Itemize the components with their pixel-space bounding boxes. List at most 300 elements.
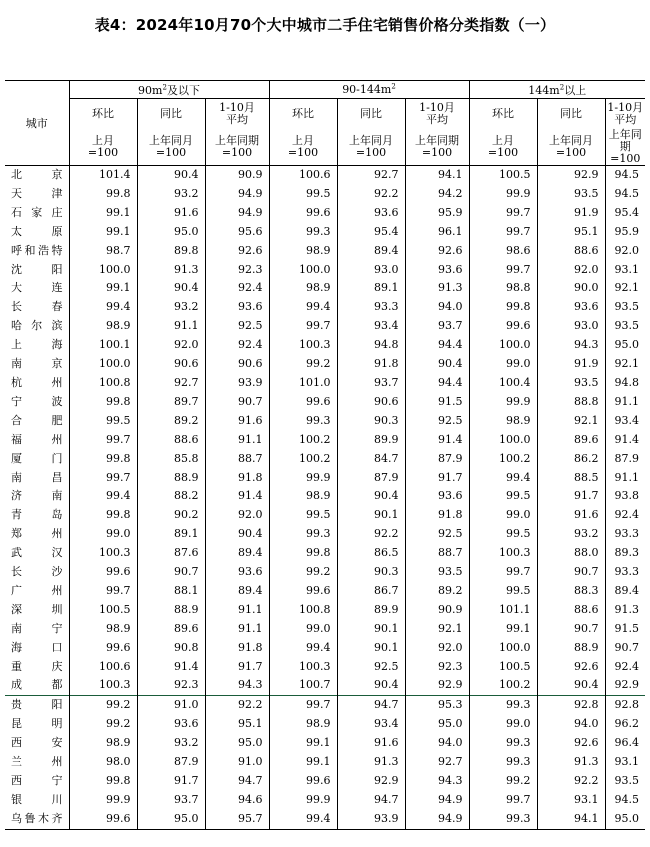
base-header: 上月 =100 <box>469 129 537 166</box>
table-row <box>5 469 645 488</box>
city-header: 城市 <box>5 81 69 166</box>
index-value: 91.8 <box>337 355 405 374</box>
index-value: 98.9 <box>69 317 137 336</box>
index-value: 99.1 <box>69 279 137 298</box>
index-value: 87.9 <box>605 450 645 469</box>
index-value: 91.3 <box>405 279 469 298</box>
index-value: 91.4 <box>205 487 269 506</box>
index-value: 99.9 <box>269 791 337 810</box>
index-value: 99.7 <box>69 431 137 450</box>
index-value: 100.2 <box>269 450 337 469</box>
index-value: 91.8 <box>205 639 269 658</box>
index-value: 91.3 <box>605 601 645 620</box>
base-header: 上年同期 =100 <box>205 129 269 166</box>
index-value: 100.2 <box>469 450 537 469</box>
index-value: 88.0 <box>537 544 605 563</box>
index-value: 88.6 <box>537 601 605 620</box>
base-header: 上年同月 =100 <box>137 129 205 166</box>
index-value: 93.6 <box>537 298 605 317</box>
index-value: 98.0 <box>69 753 137 772</box>
index-value: 99.3 <box>469 734 537 753</box>
index-value: 98.9 <box>269 715 337 734</box>
index-value: 88.9 <box>137 601 205 620</box>
index-value: 90.4 <box>337 487 405 506</box>
index-value: 92.2 <box>337 525 405 544</box>
index-value: 94.5 <box>605 791 645 810</box>
index-value: 92.0 <box>205 506 269 525</box>
base-header: 上年同月 =100 <box>537 129 605 166</box>
table-row <box>5 336 645 355</box>
index-value: 91.9 <box>537 355 605 374</box>
table-row <box>5 261 645 280</box>
city-name: 深圳 <box>11 602 63 616</box>
index-value: 95.3 <box>405 696 469 715</box>
index-value: 99.6 <box>69 563 137 582</box>
index-value: 100.7 <box>269 676 337 695</box>
index-value: 90.3 <box>337 412 405 431</box>
sub-header: 1-10月 平均 <box>205 99 269 130</box>
index-value: 93.5 <box>537 185 605 204</box>
index-value: 99.2 <box>69 696 137 715</box>
index-value: 95.0 <box>405 715 469 734</box>
index-value: 94.8 <box>605 374 645 393</box>
index-value: 99.0 <box>269 620 337 639</box>
city-name: 上海 <box>11 338 63 352</box>
sub-header: 环比 <box>269 99 337 130</box>
index-value: 94.9 <box>205 185 269 204</box>
city-name: 南昌 <box>11 470 63 484</box>
index-value: 94.5 <box>605 185 645 204</box>
index-value: 90.4 <box>137 166 205 185</box>
index-value: 89.4 <box>337 242 405 261</box>
index-value: 92.4 <box>605 658 645 677</box>
sub-header: 同比 <box>137 99 205 130</box>
index-value: 99.6 <box>69 810 137 829</box>
index-value: 99.7 <box>269 317 337 336</box>
index-value: 88.8 <box>537 393 605 412</box>
index-value: 99.4 <box>269 810 337 829</box>
table-row <box>5 204 645 223</box>
base-header: 上年同期 =100 <box>605 129 645 166</box>
index-value: 86.7 <box>337 582 405 601</box>
index-value: 99.7 <box>269 696 337 715</box>
index-value: 93.9 <box>337 810 405 829</box>
index-value: 91.1 <box>205 601 269 620</box>
table-row <box>5 582 645 601</box>
index-value: 98.9 <box>469 412 537 431</box>
index-value: 89.2 <box>405 582 469 601</box>
index-value: 92.0 <box>137 336 205 355</box>
index-value: 98.9 <box>69 734 137 753</box>
city-name: 成都 <box>11 678 63 692</box>
city-name: 合肥 <box>11 413 63 427</box>
index-value: 99.7 <box>69 582 137 601</box>
index-value: 93.5 <box>605 298 645 317</box>
index-value: 92.1 <box>405 620 469 639</box>
city-name: 银川 <box>11 792 63 806</box>
index-value: 95.4 <box>337 223 405 242</box>
index-value: 93.5 <box>537 374 605 393</box>
index-value: 94.7 <box>337 791 405 810</box>
index-value: 95.1 <box>205 715 269 734</box>
index-value: 100.0 <box>69 261 137 280</box>
index-value: 93.2 <box>137 185 205 204</box>
index-value: 93.6 <box>405 487 469 506</box>
index-value: 91.1 <box>605 393 645 412</box>
index-value: 99.8 <box>69 393 137 412</box>
index-value: 92.1 <box>537 412 605 431</box>
index-value: 91.3 <box>337 753 405 772</box>
index-value: 90.1 <box>337 639 405 658</box>
index-value: 93.6 <box>405 261 469 280</box>
index-value: 93.1 <box>605 753 645 772</box>
sub-header: 环比 <box>469 99 537 130</box>
city-name: 南京 <box>11 357 63 371</box>
index-value: 88.3 <box>537 582 605 601</box>
index-value: 91.7 <box>537 487 605 506</box>
city-name: 杭州 <box>11 375 63 389</box>
index-value: 99.3 <box>269 412 337 431</box>
index-value: 100.0 <box>269 261 337 280</box>
index-value: 92.1 <box>605 279 645 298</box>
index-value: 98.8 <box>469 279 537 298</box>
index-value: 90.4 <box>537 676 605 695</box>
sub-header: 环比 <box>69 99 137 130</box>
index-value: 88.5 <box>537 469 605 488</box>
index-value: 92.4 <box>205 336 269 355</box>
index-value: 93.8 <box>605 487 645 506</box>
index-value: 100.6 <box>269 166 337 185</box>
index-value: 99.7 <box>69 469 137 488</box>
index-value: 98.9 <box>269 487 337 506</box>
index-value: 90.1 <box>337 620 405 639</box>
table-row <box>5 715 645 734</box>
index-value: 94.9 <box>205 204 269 223</box>
index-value: 99.3 <box>269 525 337 544</box>
index-value: 90.7 <box>205 393 269 412</box>
index-value: 92.7 <box>337 166 405 185</box>
index-value: 85.8 <box>137 450 205 469</box>
index-value: 90.3 <box>337 563 405 582</box>
base-header: 上年同月 =100 <box>337 129 405 166</box>
index-value: 90.4 <box>405 355 469 374</box>
index-value: 100.3 <box>269 658 337 677</box>
index-value: 89.4 <box>205 582 269 601</box>
index-value: 93.5 <box>605 772 645 791</box>
index-value: 99.0 <box>469 506 537 525</box>
index-value: 99.4 <box>469 469 537 488</box>
index-value: 91.1 <box>205 431 269 450</box>
index-value: 94.5 <box>605 166 645 185</box>
index-value: 91.0 <box>137 696 205 715</box>
index-value: 100.5 <box>469 658 537 677</box>
city-name: 南宁 <box>11 621 63 635</box>
index-value: 99.4 <box>69 487 137 506</box>
index-value: 91.6 <box>137 204 205 223</box>
index-value: 93.3 <box>337 298 405 317</box>
index-value: 90.4 <box>337 676 405 695</box>
table-row <box>5 412 645 431</box>
city-name: 武汉 <box>11 546 63 560</box>
index-value: 93.3 <box>605 525 645 544</box>
index-value: 92.7 <box>405 753 469 772</box>
index-value: 99.3 <box>469 810 537 829</box>
index-value: 99.4 <box>69 298 137 317</box>
table-row <box>5 696 645 715</box>
index-value: 94.7 <box>337 696 405 715</box>
index-value: 91.5 <box>405 393 469 412</box>
index-value: 91.3 <box>137 261 205 280</box>
index-value: 94.9 <box>405 810 469 829</box>
index-value: 91.3 <box>537 753 605 772</box>
index-value: 93.9 <box>205 374 269 393</box>
index-value: 90.2 <box>137 506 205 525</box>
index-value: 94.1 <box>405 166 469 185</box>
index-value: 98.9 <box>269 242 337 261</box>
index-value: 92.9 <box>337 772 405 791</box>
index-value: 92.3 <box>405 658 469 677</box>
index-value: 100.3 <box>469 544 537 563</box>
table-row <box>5 506 645 525</box>
index-value: 94.3 <box>537 336 605 355</box>
index-value: 92.4 <box>605 506 645 525</box>
index-value: 99.4 <box>269 298 337 317</box>
index-value: 95.0 <box>205 734 269 753</box>
sub-header: 1-10月 平均 <box>405 99 469 130</box>
index-value: 96.4 <box>605 734 645 753</box>
index-value: 98.6 <box>469 242 537 261</box>
table-row <box>5 753 645 772</box>
index-value: 90.9 <box>205 166 269 185</box>
index-value: 89.6 <box>537 431 605 450</box>
city-name: 海口 <box>11 640 63 654</box>
index-value: 95.7 <box>205 810 269 829</box>
index-value: 92.6 <box>405 242 469 261</box>
index-value: 91.8 <box>405 506 469 525</box>
index-value: 90.6 <box>205 355 269 374</box>
index-value: 93.3 <box>605 563 645 582</box>
index-value: 99.7 <box>469 563 537 582</box>
index-value: 89.3 <box>605 544 645 563</box>
index-value: 100.5 <box>69 601 137 620</box>
index-value: 90.0 <box>537 279 605 298</box>
index-value: 92.2 <box>337 185 405 204</box>
index-value: 99.5 <box>469 525 537 544</box>
index-value: 90.7 <box>537 620 605 639</box>
index-value: 92.7 <box>137 374 205 393</box>
index-value: 99.6 <box>269 582 337 601</box>
index-value: 99.5 <box>469 582 537 601</box>
index-value: 88.2 <box>137 487 205 506</box>
index-value: 91.1 <box>137 317 205 336</box>
city-name: 天津 <box>11 186 63 200</box>
index-value: 88.9 <box>137 469 205 488</box>
index-value: 99.0 <box>469 715 537 734</box>
index-value: 93.2 <box>137 734 205 753</box>
index-value: 91.4 <box>605 431 645 450</box>
index-value: 87.6 <box>137 544 205 563</box>
index-value: 86.2 <box>537 450 605 469</box>
index-value: 92.5 <box>405 412 469 431</box>
index-value: 99.4 <box>269 639 337 658</box>
sub-header: 同比 <box>537 99 605 130</box>
index-value: 93.5 <box>605 317 645 336</box>
index-value: 100.6 <box>69 658 137 677</box>
index-value: 89.2 <box>137 412 205 431</box>
index-value: 93.2 <box>137 298 205 317</box>
index-value: 88.7 <box>405 544 469 563</box>
index-value: 99.0 <box>469 355 537 374</box>
index-value: 98.7 <box>69 242 137 261</box>
table-row <box>5 601 645 620</box>
index-value: 94.4 <box>405 374 469 393</box>
index-value: 88.7 <box>205 450 269 469</box>
index-value: 94.0 <box>405 734 469 753</box>
index-value: 99.9 <box>269 469 337 488</box>
index-value: 92.3 <box>137 676 205 695</box>
table-row <box>5 810 645 829</box>
index-value: 99.2 <box>269 355 337 374</box>
index-value: 91.1 <box>205 620 269 639</box>
index-value: 100.0 <box>469 431 537 450</box>
table-row <box>5 563 645 582</box>
index-value: 95.0 <box>605 336 645 355</box>
index-value: 92.5 <box>337 658 405 677</box>
index-value: 99.3 <box>469 696 537 715</box>
city-name: 长沙 <box>11 565 63 579</box>
table-row <box>5 791 645 810</box>
index-value: 89.1 <box>137 525 205 544</box>
table-row <box>5 166 645 185</box>
index-value: 100.3 <box>69 544 137 563</box>
city-name: 呼和浩特 <box>11 243 63 257</box>
index-value: 90.7 <box>605 639 645 658</box>
index-value: 91.7 <box>405 469 469 488</box>
index-value: 90.1 <box>337 506 405 525</box>
index-value: 99.3 <box>469 753 537 772</box>
table-row <box>5 393 645 412</box>
index-value: 93.7 <box>137 791 205 810</box>
index-value: 94.9 <box>405 791 469 810</box>
index-value: 91.4 <box>137 658 205 677</box>
index-value: 99.6 <box>269 393 337 412</box>
index-value: 89.4 <box>605 582 645 601</box>
index-value: 94.8 <box>337 336 405 355</box>
index-value: 100.5 <box>469 166 537 185</box>
index-value: 94.7 <box>205 772 269 791</box>
table-row <box>5 431 645 450</box>
table-row <box>5 279 645 298</box>
index-value: 93.6 <box>337 204 405 223</box>
index-value: 88.6 <box>537 242 605 261</box>
index-value: 99.6 <box>469 317 537 336</box>
index-value: 99.7 <box>469 223 537 242</box>
index-value: 88.6 <box>137 431 205 450</box>
index-value: 92.5 <box>405 525 469 544</box>
index-value: 99.9 <box>69 791 137 810</box>
table-row <box>5 525 645 544</box>
index-value: 90.4 <box>205 525 269 544</box>
index-value: 90.4 <box>137 279 205 298</box>
city-name: 长春 <box>11 300 63 314</box>
index-value: 90.6 <box>337 393 405 412</box>
index-value: 100.3 <box>269 336 337 355</box>
index-value: 99.7 <box>469 204 537 223</box>
city-name: 福州 <box>11 432 63 446</box>
index-value: 100.0 <box>469 639 537 658</box>
city-name: 贵阳 <box>5 696 69 715</box>
city-name: 乌鲁木齐 <box>5 810 69 829</box>
index-value: 90.6 <box>137 355 205 374</box>
index-value: 93.7 <box>405 317 469 336</box>
table-row <box>5 487 645 506</box>
index-value: 100.2 <box>269 431 337 450</box>
index-value: 100.0 <box>69 355 137 374</box>
index-value: 91.0 <box>205 753 269 772</box>
base-header: 上月 =100 <box>69 129 137 166</box>
index-value: 92.6 <box>537 734 605 753</box>
index-value: 100.8 <box>269 601 337 620</box>
index-value: 99.6 <box>269 772 337 791</box>
city-name: 宁波 <box>11 394 63 408</box>
index-value: 89.4 <box>205 544 269 563</box>
index-value: 89.6 <box>137 620 205 639</box>
index-value: 91.1 <box>605 469 645 488</box>
index-value: 99.7 <box>469 791 537 810</box>
index-value: 94.1 <box>537 810 605 829</box>
table-row <box>5 223 645 242</box>
city-name: 大连 <box>11 281 63 295</box>
base-header: 上月 =100 <box>269 129 337 166</box>
sub-header: 1-10月 平均 <box>605 99 645 130</box>
index-value: 93.6 <box>205 298 269 317</box>
index-value: 100.4 <box>469 374 537 393</box>
index-value: 91.9 <box>537 204 605 223</box>
index-value: 86.5 <box>337 544 405 563</box>
index-value: 101.1 <box>469 601 537 620</box>
index-value: 94.0 <box>537 715 605 734</box>
index-value: 94.2 <box>405 185 469 204</box>
index-value: 96.1 <box>405 223 469 242</box>
index-value: 99.1 <box>269 753 337 772</box>
index-value: 99.1 <box>69 204 137 223</box>
index-value: 94.3 <box>205 676 269 695</box>
index-value: 87.9 <box>137 753 205 772</box>
city-name: 厦门 <box>11 451 63 465</box>
table-title: 表4：2024年10月70个大中城市二手住宅销售价格分类指数（一） <box>94 16 556 34</box>
index-value: 93.5 <box>405 563 469 582</box>
index-value: 90.7 <box>537 563 605 582</box>
city-name: 太原 <box>11 224 63 238</box>
table-row <box>5 450 645 469</box>
table-row <box>5 639 645 658</box>
index-value: 100.2 <box>469 676 537 695</box>
index-value: 98.9 <box>269 279 337 298</box>
index-value: 84.7 <box>337 450 405 469</box>
index-value: 94.3 <box>405 772 469 791</box>
index-value: 99.8 <box>469 298 537 317</box>
city-name: 北京 <box>11 168 63 181</box>
index-value: 95.6 <box>205 223 269 242</box>
city-name: 青岛 <box>11 508 63 522</box>
index-value: 95.9 <box>405 204 469 223</box>
index-value: 99.8 <box>269 544 337 563</box>
index-value: 99.8 <box>69 772 137 791</box>
group-header-large: $144m^2$以上 <box>469 81 645 99</box>
index-value: 99.6 <box>269 204 337 223</box>
table-row <box>5 298 645 317</box>
index-value: 99.5 <box>269 185 337 204</box>
